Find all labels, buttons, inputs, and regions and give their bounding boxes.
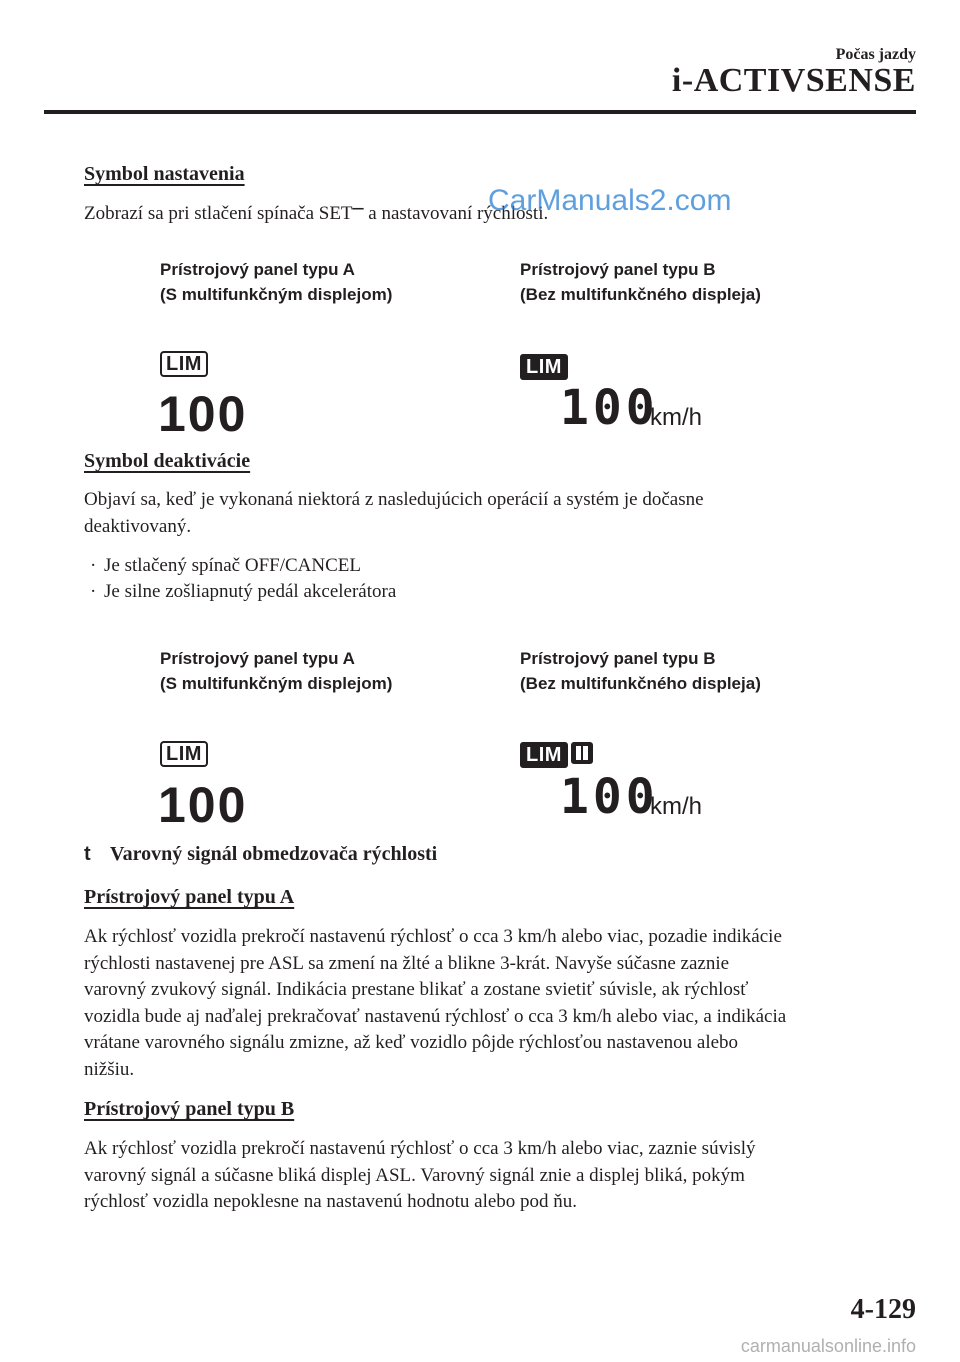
panel-a-line2: (S multifunkčným displejom) [160,674,393,693]
type-a-text [84,924,914,1083]
deact-symbol-heading: Symbol deaktivácie [84,450,251,472]
pause-icon [571,742,593,764]
figure2-panel-a-label [160,646,392,696]
figure1-panel-b-display [520,354,568,380]
panel-a-line1: Prístrojový panel typu A [160,260,355,279]
type-a-line: vrátane varovného signálu zmizne, až keď vozidlo pôjde rýchlosťou nastavenou alebo [84,1032,739,1053]
type-b-text [84,1136,914,1216]
deact-text-line1: Objaví sa, keď je vykonaná niektorá z nasledujúcich operácií a systém je dočasne [84,489,704,510]
figure2-speed-a: 100 [158,777,248,833]
bullet-dot: · [90,581,97,602]
warning-section-title: Varovný signál obmedzovača rýchlosti [110,843,438,865]
lim-icon: LIM [520,354,568,380]
set-symbol-heading: Symbol nastavenia [84,163,245,185]
figure1-speed-a: 100 [158,386,248,442]
bullet-text: Je stlačený spínač OFF/CANCEL [104,555,362,576]
lim-icon: LIM [160,351,208,377]
panel-b-line1: Prístrojový panel typu B [520,260,716,279]
lim-icon: LIM [520,742,568,768]
lim-icon: LIM [160,741,208,767]
type-a-line: rýchlosti nastavenej pre ASL sa zmení na žlté a blikne 3-krát. Navyše súčasne zaznie [84,952,730,974]
figure1-panel-a-display [160,351,208,377]
figure2-panel-b-label [520,646,761,696]
type-a-line: varovný zvukový signál. Indikácia prestane blikať a zostane svietiť súvisle, ak rýchlosť [84,979,749,1000]
panel-a-line1: Prístrojový panel typu A [160,649,355,668]
figure1-unit: km/h [650,404,703,431]
figure1-panel-a-label [160,257,392,307]
figure2-panel-a-display [160,741,208,767]
list-item [90,553,361,579]
header-divider [44,110,916,114]
type-a-line: Ak rýchlosť vozidla prekročí nastavenú rýchlosť o cca 3 km/h alebo viac, pozadie indikácie [84,926,782,947]
set-minus-symbol: – [352,194,364,219]
type-a-line: nižšiu. [84,1058,135,1080]
type-b-line: rýchlosť vozidla nepoklesne na nastavenú hodnotu alebo pod ňu. [84,1191,578,1212]
section-title: i-ACTIVSENSE [671,62,916,99]
list-item [90,579,396,605]
bullet-dot: · [90,555,97,576]
panel-b-line1: Prístrojový panel typu B [520,649,716,668]
panel-b-line2: (Bez multifunkčného displeja) [520,674,761,693]
figure1-panel-b-label [520,257,761,307]
bullet-text: Je silne zošliapnutý pedál akcelerátora [104,581,397,602]
chapter-label: Počas jazdy [835,46,916,63]
type-b-line: varovný signál a súčasne bliká displej ASL. Varovný signál znie a displej bliká, pokým [84,1164,745,1186]
figure2-speed-b: 100 [560,769,659,825]
set-symbol-text-post: a nastavovaní rýchlosti. [363,203,549,224]
deact-symbol-text [84,487,914,540]
set-symbol-text-pre: Zobrazí sa pri stlačení spínača SET [84,203,353,224]
type-b-heading: Prístrojový panel typu B [84,1098,295,1120]
panel-a-line2: (S multifunkčným displejom) [160,285,393,304]
footer-watermark: carmanualsonline.info [740,1336,916,1356]
figure1-speed-b: 100 [560,380,659,436]
type-b-line: Ak rýchlosť vozidla prekročí nastavenú rýchlosť o cca 3 km/h alebo viac, zaznie súvislý [84,1138,756,1159]
section-marker: t [84,843,91,865]
type-a-heading: Prístrojový panel typu A [84,886,295,908]
watermark: CarManuals2.com [488,184,732,217]
panel-b-line2: (Bez multifunkčného displeja) [520,285,761,304]
page-number: 4-129 [850,1294,916,1325]
type-a-line: vozidla bude aj naďalej prekračovať nastavenú rýchlosť o cca 3 km/h alebo viac, a indikácia [84,1005,787,1027]
figure2-panel-b-display [520,742,593,768]
deact-text-line2: deaktivovaný. [84,515,192,537]
figure2-unit: km/h [650,793,703,820]
